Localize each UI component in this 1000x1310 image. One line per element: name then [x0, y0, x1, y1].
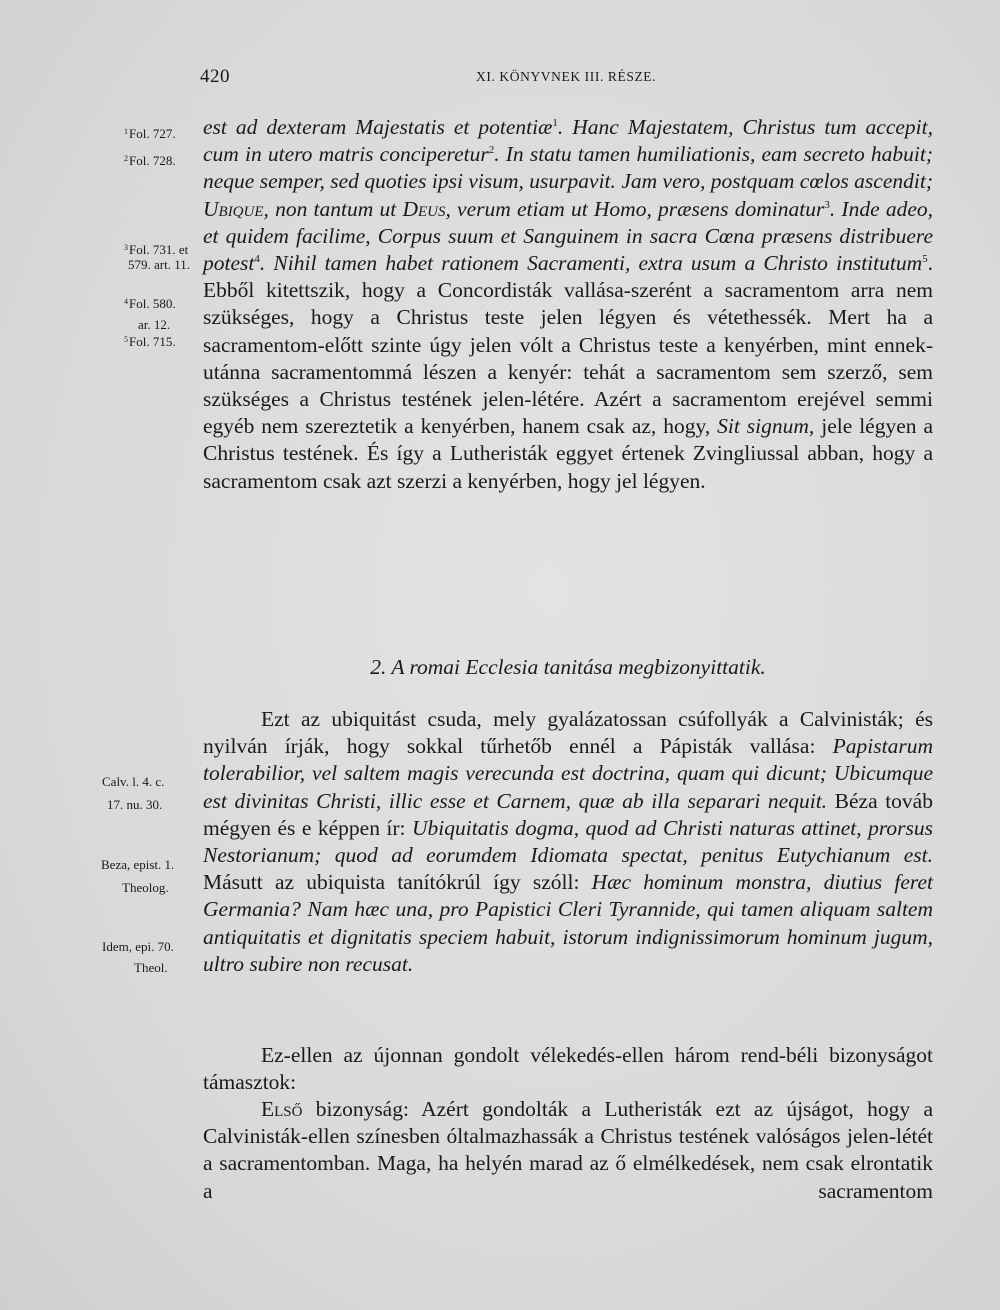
- paragraph-2: Ezt az ubiquitást csuda, mely gyalázatossan csúfollyák a Calvinisták; és nyilván írják, hogy sokkal tűrhetőb ennél a Pápisták vallása: Papistarum tolerabilior, vel saltem magis verecunda est doctrina, quam qui dicunt; Ubicumque est divinitas Christi, illic esse et Carnem, quæ ab illa separari nequit. Béza továb mégyen és e képpen ír: Ubiquitatis dogma, quod ad Christi naturas attinet, prorsus Nestorianum; quod ad eorumdem Idiomata spectat, penitus Eutychianum est. Másutt az ubiquista tanítókrúl így szóll: Hæc hominum monstra, diutius feret Germania? Nam hæc una, pro Papistici Cleri Tyrannide, qui tamen aliquam saltem antiquitatis et dignitatis speciem habuit, istorum indignissimorum hominum jugum, ultro subire non recusat.: [203, 707, 933, 976]
- section-heading: 2. A romai Ecclesia tanitása megbizonyittatik.: [370, 655, 766, 679]
- running-title: XI. KÖNYVNEK III. RÉSZE.: [476, 69, 657, 84]
- paragraph-4: Első bizonyság: Azért gondolták a Lutheristák ezt az újságot, hogy a Calvinisták-ellen színesben óltalmazhassák a Christus testének valóságos jelen-létét a sacramentomban. Maga, ha helyén marad az ő elmélkedések, nem csak elrontatik a sacramentom: [203, 1097, 933, 1203]
- margin-note-idem-cont: Theol.: [134, 960, 168, 975]
- margin-note-4: $^4$Fol. 580.: [124, 296, 176, 311]
- margin-note-1: $^1$Fol. 727.: [124, 126, 176, 141]
- page-header: [0, 66, 1000, 96]
- paragraph-1: est ad dexteram Majestatis et potentiæ$^1$. Hanc Majestatem, Christus tum accepit, cum in utero matris conciperetur$^2$. In statu tamen humiliationis, eam secreto habuit; neque semper, sed quoties ipsi visum, usurpavit. Jam vero, postquam cœlos ascendit; Ubique, non tantum ut Deus, verum etiam ut Homo, præsens dominatur$^3$. Inde adeo, et quidem facilime, Corpus suum et Sanguinem in sacra Cœna præsens distribuere potest$^4$. Nihil tamen habet rationem Sacramenti, extra usum a Christo institutum$^5$. Ebből kitettszik, hogy a Concordisták vallása-szerént a sacramentom arra nem szükséges, hogy a Christus teste jelen légyen és vétethessék. Mert ha a sacramentom-előtt szinte úgy jelen vólt a Christus teste a kenyérben, mint ennek-utánna sacramentommá lészen a kenyér: tehát a sacramentom sem szerző, sem szükséges a Christus testének jelen-létére. Azért a sacramentom erejével semmi egyéb nem szereztetik a kenyérben, hanem csak az, hogy, Sit signum, jele légyen a Christus testének. És így a Lutheristák eggyet értenek Zvingliussal abban, hogy a sacramentom csak azt szerzi a kenyérben, hogy jel légyen.: [203, 115, 934, 493]
- margin-note-beza-cont: Theolog.: [122, 880, 169, 895]
- margin-note-calv-cont: 17. nu. 30.: [107, 797, 163, 812]
- margin-note-4-cont: ar. 12.: [138, 317, 171, 332]
- margin-note-calv: Calv. l. 4. c.: [102, 774, 165, 789]
- margin-note-2: $^2$Fol. 728.: [124, 153, 176, 168]
- margin-note-3-cont: 579. art. 11.: [128, 257, 190, 272]
- margin-note-beza: Beza, epist. 1.: [101, 857, 175, 872]
- paragraph-3: Ez-ellen az újonnan gondolt vélekedés-ellen három rend-béli bizonyságot támasztok:: [203, 1043, 933, 1095]
- margin-note-idem: Idem, epi. 70.: [102, 939, 174, 954]
- margin-note-5: $^5$Fol. 715.: [124, 334, 176, 349]
- margin-note-3: $^3$Fol. 731. et: [124, 242, 189, 257]
- page-number: 420: [200, 66, 230, 87]
